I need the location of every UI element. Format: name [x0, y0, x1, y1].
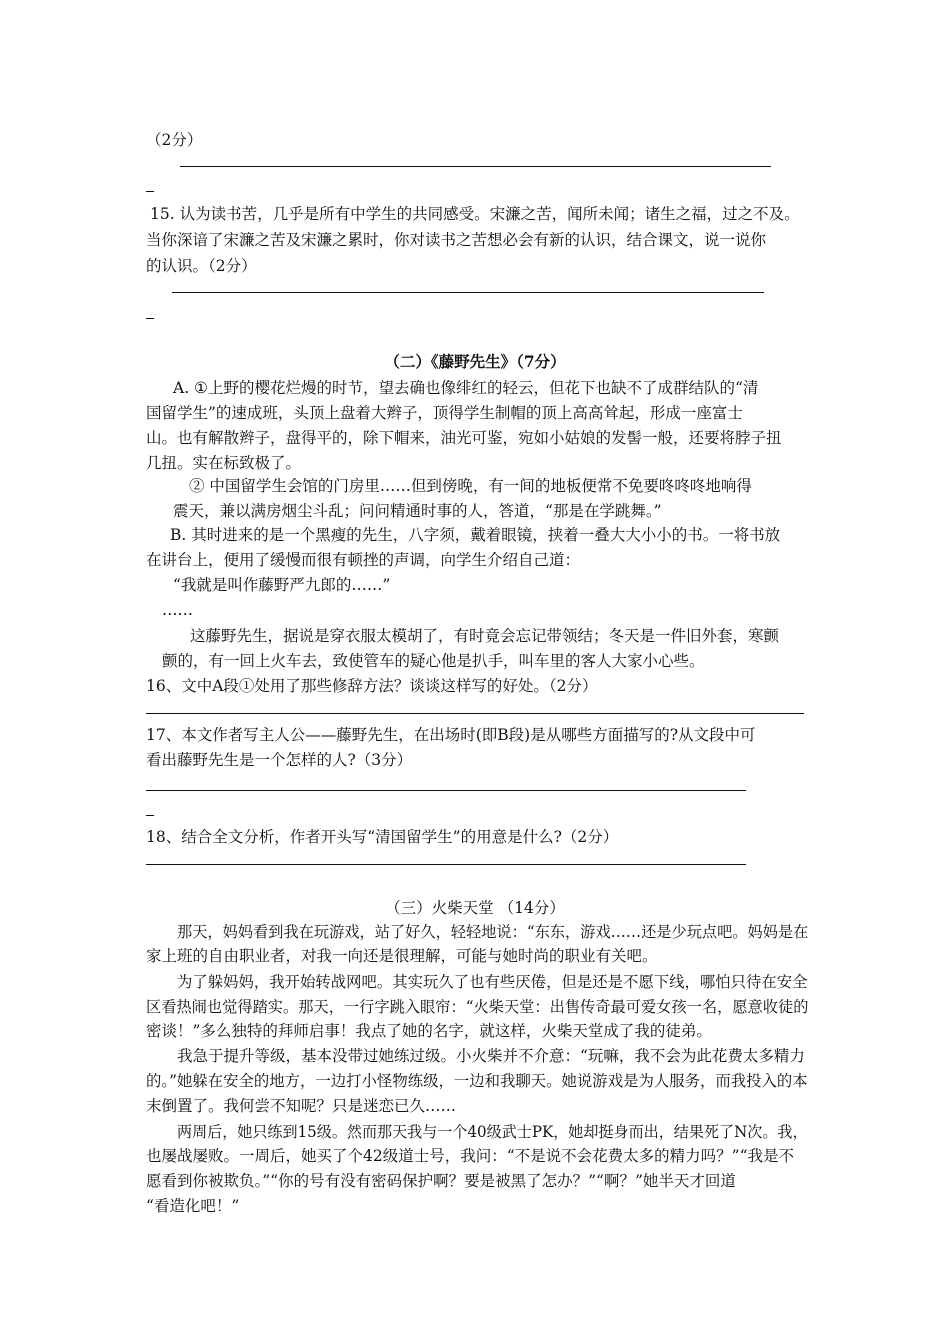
- passage-b-line-3: “我就是叫作藤野严九郎的……”: [173, 576, 391, 594]
- answer-line: [146, 713, 804, 714]
- paragraph-line: 的。”她躲在安全的地方，一边打小怪物练级，一边和我聊天。她说游戏是为人服务，而我投入的本: [146, 1072, 808, 1090]
- paragraph-line: 也屡战屡败。一周后，她买了个42级道士号，我问：“不是说不会花费太多的精力吗？”“我是不: [146, 1147, 794, 1165]
- passage-a-line-5: ② 中国留学生会馆的门房里……但到傍晚，有一间的地板便常不免要咚咚咚地响得: [189, 477, 752, 495]
- q18: 18、结合全文分析，作者开头写“清国留学生”的用意是什么?（2分）: [146, 828, 619, 846]
- q15-line-3: 的认识。（2分）: [146, 257, 257, 275]
- section-title: （二）《藤野先生》（7分）: [384, 352, 566, 371]
- answer-line: [172, 292, 764, 293]
- passage-a-line-3: 山。也有解散辫子，盘得平的，除下帽来，油光可鉴，宛如小姑娘的发髻一般，还要将脖子扭: [146, 429, 782, 447]
- paragraph-line: 那天，妈妈看到我在玩游戏，站了好久，轻轻地说：“东东，游戏……还是少玩点吧。妈妈是在: [177, 923, 809, 941]
- answer-line: [146, 864, 746, 865]
- paragraph-line: 区看热闹也觉得踏实。那天，一行字跳入眼帘：“火柴天堂：出售传奇最可爱女孩一名，愿意收徒的: [146, 998, 809, 1016]
- paragraph-line: 为了躲妈妈，我开始转战网吧。其实玩久了也有些厌倦，但是还是不愿下线，哪怕只待在安全: [177, 973, 808, 991]
- paragraph-line: 家上班的自由职业者，对我一向还是很理解，可能与她时尚的职业有关吧。: [146, 947, 658, 965]
- paragraph-line: 我急于提升等级，基本没带过她练过级。小火柴并不介意：“玩嘛，我不会为此花费太多精力: [177, 1047, 805, 1065]
- passage-b-line-4: ……: [162, 601, 193, 619]
- answer-line: [146, 790, 746, 791]
- score-note: （2分）: [146, 131, 203, 149]
- passage-b-line-2: 在讲台上，便用了缓慢而很有顿挫的声调，向学生介绍自己道：: [146, 551, 581, 569]
- passage-b-line-1: B. 其时进来的是一个黑瘦的先生，八字须，戴着眼镜，挟着一叠大大小小的书。一将书放: [170, 526, 781, 544]
- paragraph-line: “看造化吧！”: [146, 1197, 240, 1215]
- paragraph-line: 愿看到你被欺负。”“你的号有没有密码保护啊？要是被黑了怎办？”“啊？”她半天才回道: [146, 1172, 736, 1190]
- passage-a-line-4: 几扭。实在标致极了。: [146, 454, 302, 472]
- answer-line: [180, 166, 771, 167]
- passage-b-line-5: 这藤野先生，据说是穿衣服太模胡了，有时竟会忘记带领结；冬天是一件旧外套，寒颤: [190, 627, 780, 645]
- q17-line-1: 17、本文作者写主人公——藤野先生，在出场时(即B段)是从哪些方面描写的?从文段中可: [146, 726, 756, 744]
- section-title: （三）火柴天堂 （14分）: [385, 899, 565, 917]
- answer-line-stub: [146, 191, 154, 192]
- paragraph-line: 末倒置了。我何尝不知呢？只是迷恋已久……: [146, 1097, 457, 1115]
- answer-line-stub: [146, 815, 154, 816]
- passage-a-line-1: A. ①上野的樱花烂熳的时节，望去确也像绯红的轻云，但花下也缺不了成群结队的“清: [173, 379, 759, 397]
- q17-line-2: 看出藤野先生是一个怎样的人?（3分）: [146, 751, 413, 769]
- q15-line-2: 当你深谙了宋濂之苦及宋濂之累时，你对读书之苦想必会有新的认识，结合课文，说一说你: [146, 231, 767, 249]
- answer-line-stub: [146, 318, 154, 319]
- q16: 16、文中A段①处用了那些修辞方法？谈谈这样写的好处。（2分）: [146, 677, 598, 695]
- paragraph-line: 两周后，她只练到15级。然而那天我与一个40级武士PK，她却挺身而出，结果死了N次。我，: [177, 1123, 808, 1141]
- q15-line-1: 15. 认为读书苦，几乎是所有中学生的共同感受。宋濂之苦，闻所未闻；诸生之福，过之不及。: [150, 205, 800, 223]
- passage-a-line-6: 震天，兼以满房烟尘斗乱；问问精通时事的人，答道，“那是在学跳舞。”: [173, 502, 662, 520]
- paragraph-line: 密谈！”多么独特的拜师启事！我点了她的名字，就这样，火柴天堂成了我的徒弟。: [146, 1022, 712, 1040]
- passage-b-line-6: 颤的，有一回上火车去，致使管车的疑心他是扒手，叫车里的客人大家小心些。: [162, 652, 705, 670]
- passage-a-line-2: 国留学生”的速成班，头顶上盘着大辫子，顶得学生制帽的顶上高高耸起，形成一座富士: [146, 404, 743, 422]
